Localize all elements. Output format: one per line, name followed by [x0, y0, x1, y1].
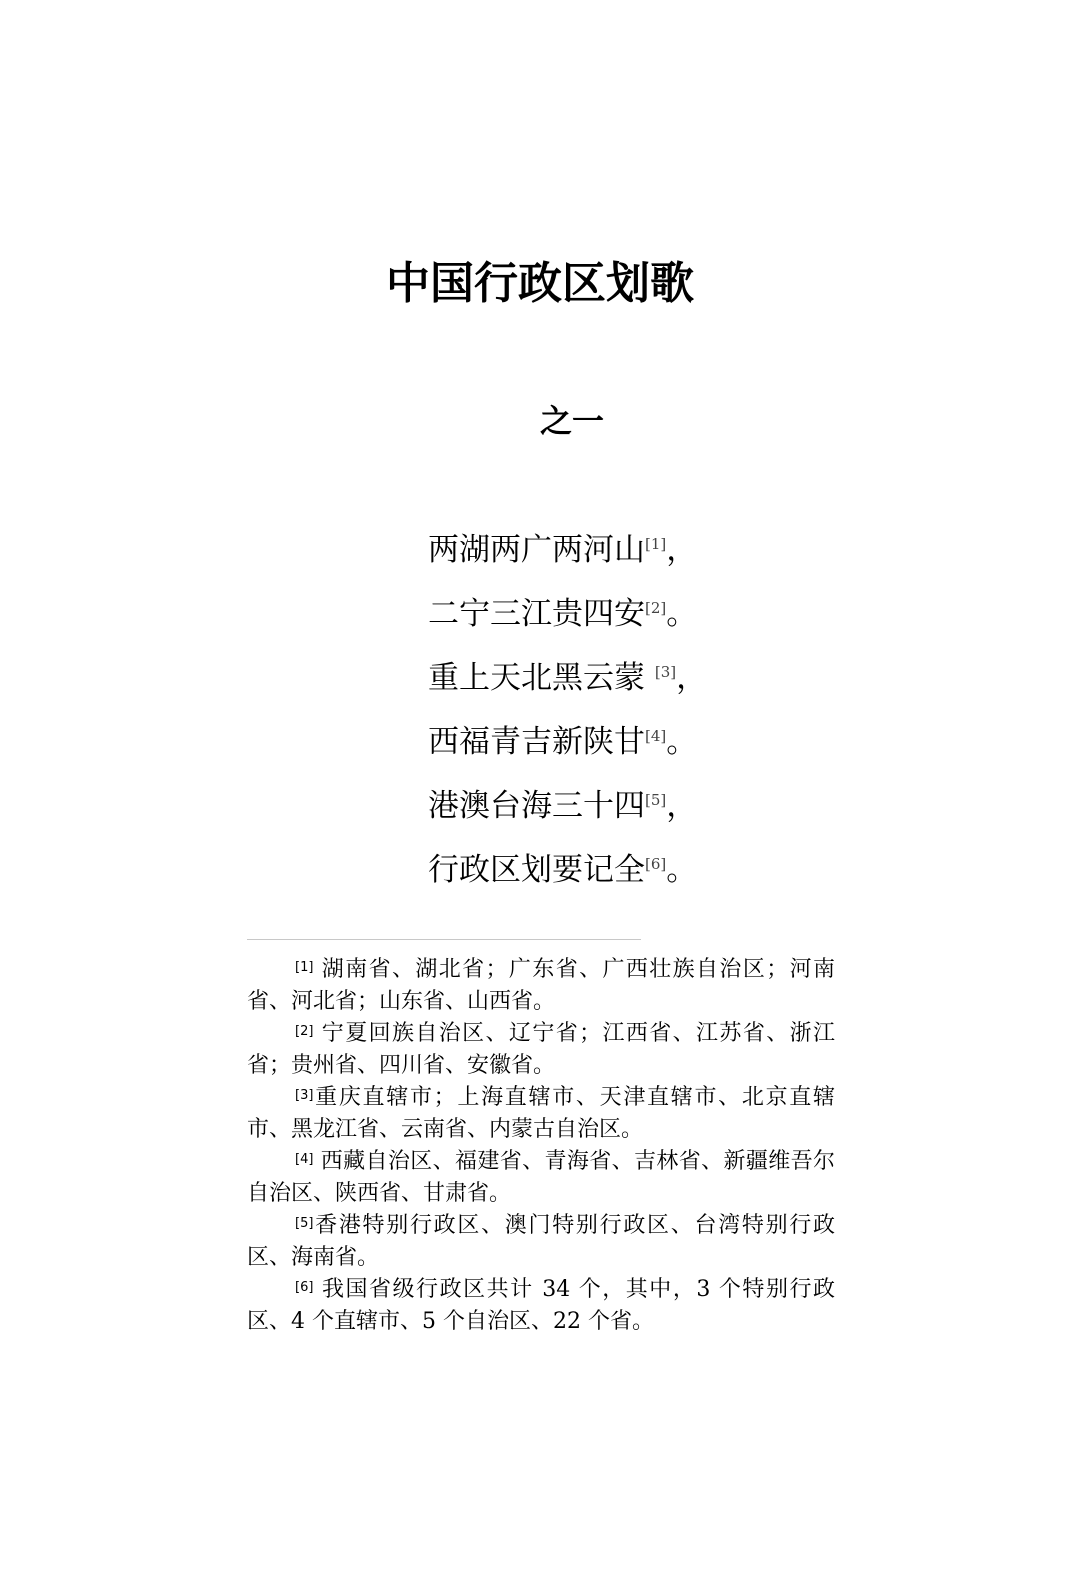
footnote-text: 西藏自治区、福建省、青海省、吉林省、新疆维吾尔自治区、陕西省、甘肃省。 — [247, 1149, 835, 1206]
poem-line-text: 行政区划要记全 — [428, 852, 645, 888]
footnote-divider — [247, 939, 641, 940]
poem-line — [428, 522, 707, 586]
footnote-ref[interactable]: [3] — [654, 663, 677, 681]
footnote-item — [247, 1146, 835, 1210]
footnote-number[interactable]: [3] — [295, 1088, 314, 1103]
poem-line-text: 西福青吉新陕甘 — [428, 724, 645, 760]
footnote-item — [247, 1082, 835, 1146]
section-subtitle: 之一 — [540, 402, 605, 440]
footnote-item — [247, 1018, 835, 1082]
footnote-text: 宁夏回族自治区、辽宁省；江西省、江苏省、浙江省；贵州省、四川省、安徽省。 — [247, 1021, 835, 1078]
poem-line-punct: 。 — [666, 724, 698, 760]
poem-line-punct: 。 — [666, 852, 698, 888]
poem-line-text: 二宁三江贵四安 — [428, 596, 645, 632]
footnote-ref[interactable]: [1] — [645, 535, 667, 553]
poem-line — [428, 586, 707, 650]
poem-line — [428, 778, 707, 842]
poem-line-text: 重上天北黑云蒙 — [428, 660, 655, 696]
footnote-ref[interactable]: [6] — [645, 855, 667, 873]
footnote-text: 香港特别行政区、澳门特别行政区、台湾特别行政区、海南省。 — [247, 1213, 835, 1270]
footnote-item — [247, 1274, 835, 1338]
poem-line-text: 两湖两广两河山 — [428, 532, 645, 568]
poem-line — [428, 650, 707, 714]
footnote-item — [247, 954, 835, 1018]
footnote-ref[interactable]: [5] — [645, 791, 667, 809]
footnote-number[interactable]: [5] — [295, 1216, 314, 1231]
footnote-item — [247, 1210, 835, 1274]
footnote-text: 湖南省、湖北省；广东省、广西壮族自治区；河南省、河北省；山东省、山西省。 — [247, 957, 835, 1014]
poem-line — [428, 714, 707, 778]
footnote-number[interactable]: [1] — [295, 960, 314, 975]
poem-line-punct: ， — [666, 532, 698, 568]
poem — [428, 522, 707, 906]
footnote-number[interactable]: [6] — [295, 1280, 314, 1295]
poem-line-punct: 。 — [666, 596, 698, 632]
footnotes — [247, 954, 835, 1338]
footnote-ref[interactable]: [2] — [645, 599, 667, 617]
footnote-text: 重庆直辖市；上海直辖市、天津直辖市、北京直辖市、黑龙江省、云南省、内蒙古自治区。 — [247, 1085, 835, 1142]
footnote-ref[interactable]: [4] — [645, 727, 667, 745]
footnote-number[interactable]: [4] — [295, 1152, 314, 1167]
poem-line — [428, 842, 707, 906]
poem-line-text: 港澳台海三十四 — [428, 788, 645, 824]
page-title: 中国行政区划歌 — [386, 258, 694, 309]
poem-line-punct: ， — [676, 660, 708, 696]
poem-line-punct: ， — [666, 788, 698, 824]
footnote-text: 我国省级行政区共计 34 个，其中，3 个特别行政区、4 个直辖市、5 个自治区、22 个省。 — [247, 1277, 835, 1334]
footnote-number[interactable]: [2] — [295, 1024, 314, 1039]
